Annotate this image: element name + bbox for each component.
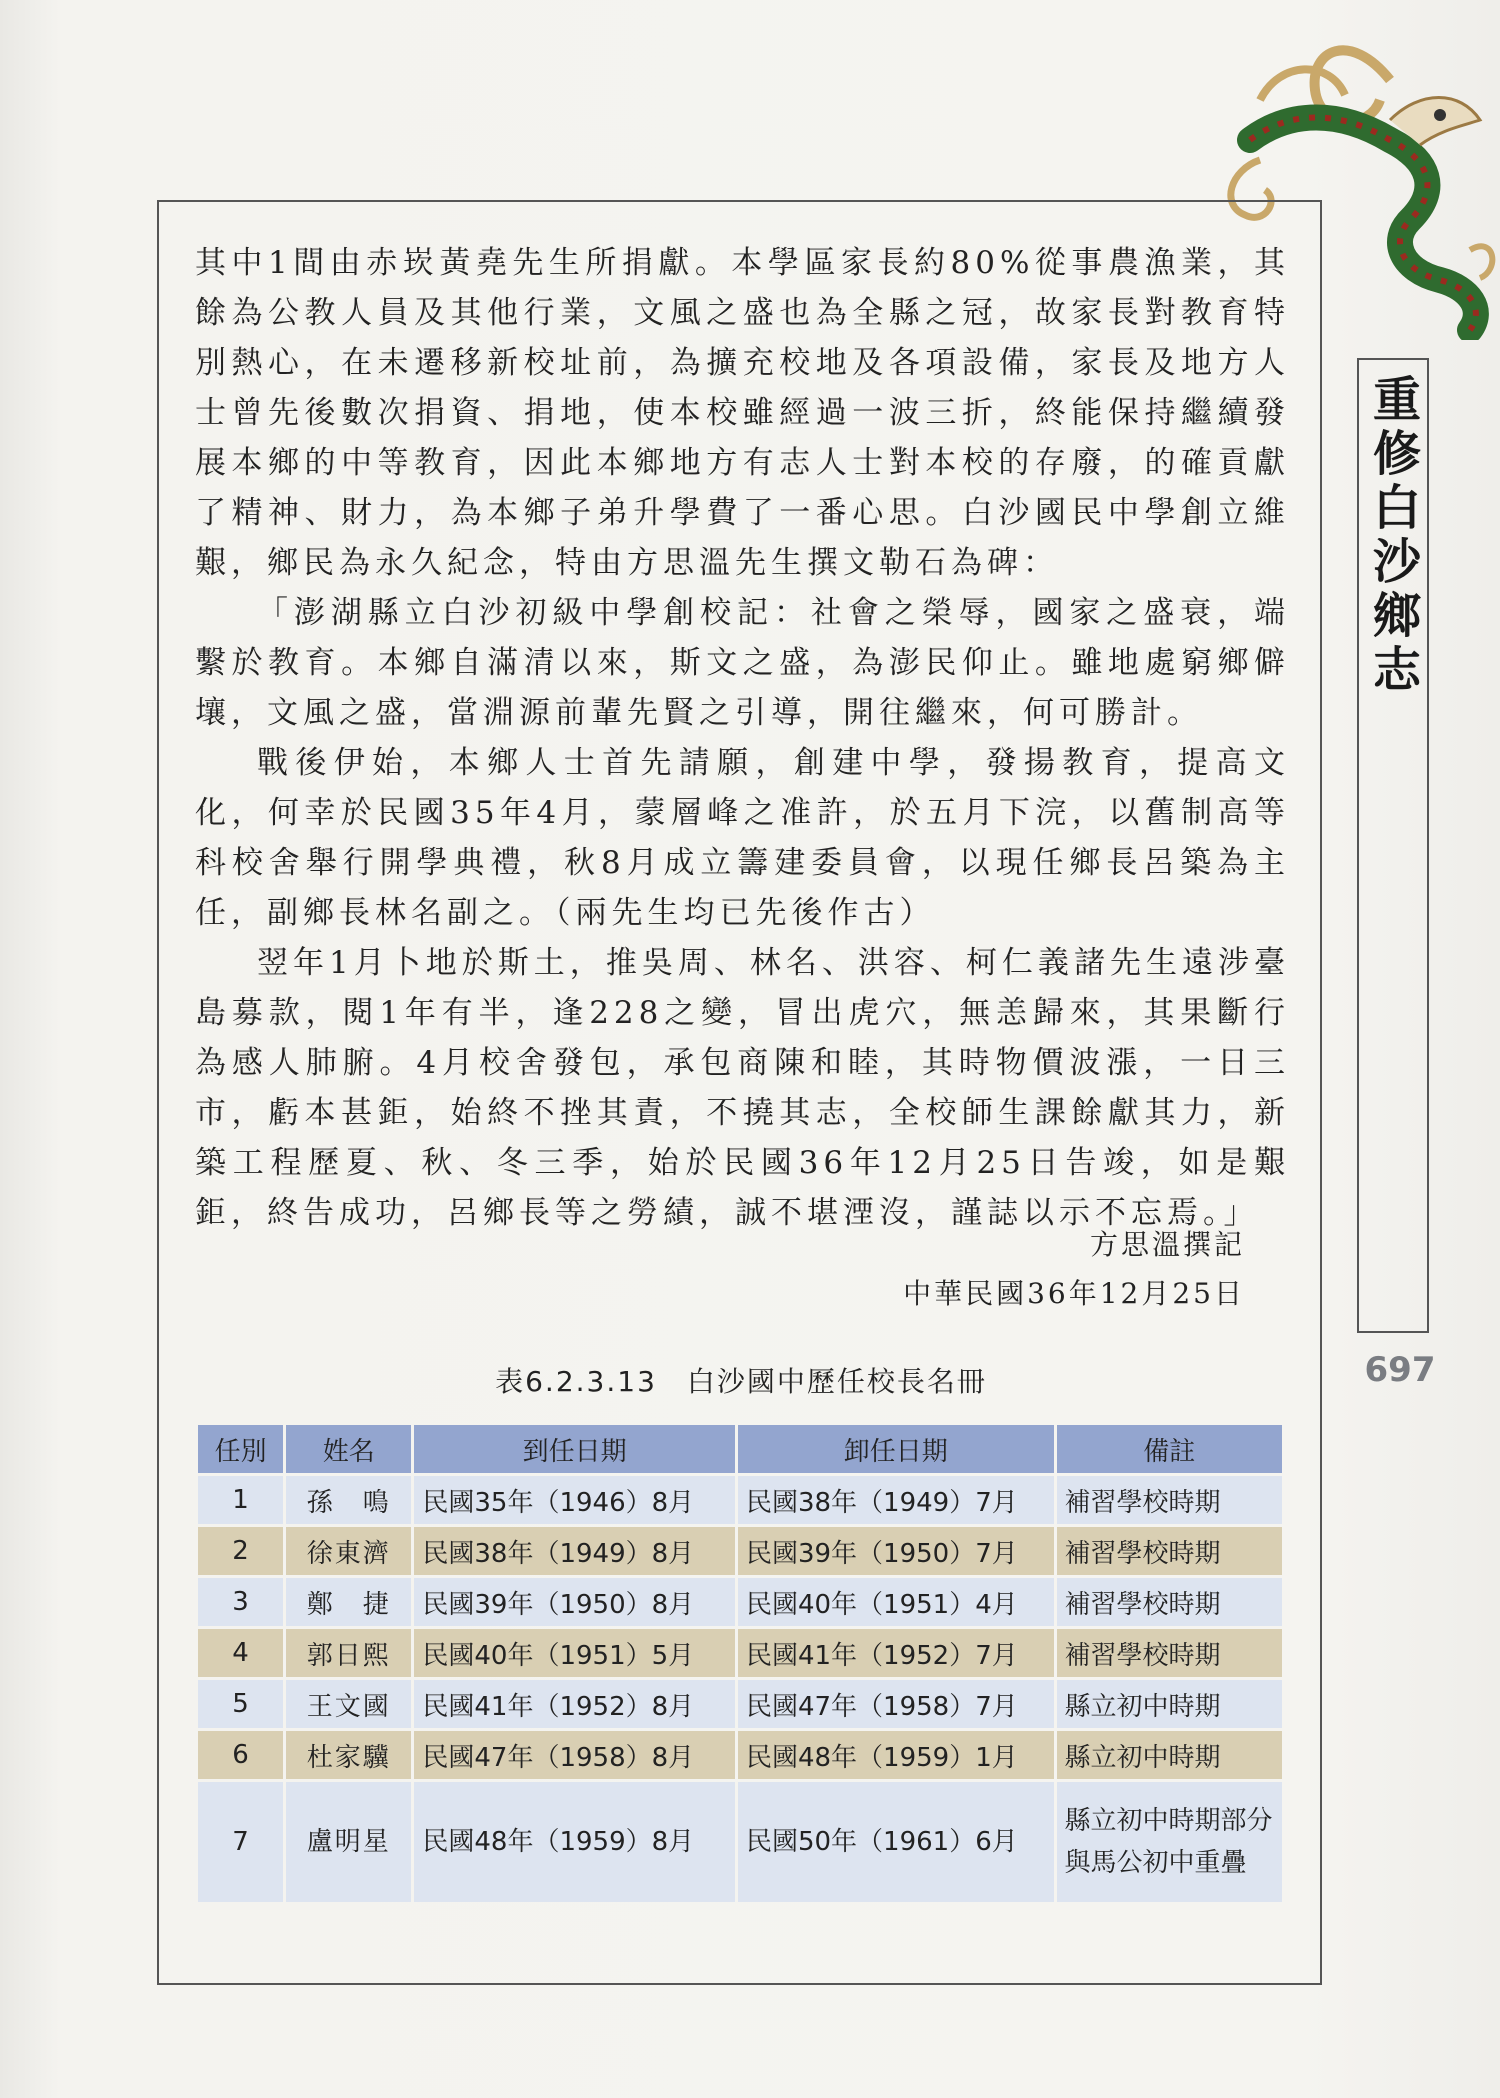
table-caption: 表6.2.3.13 白沙國中歷任校長名冊 <box>495 1365 987 1398</box>
cell-start: 民國40年（1951）5月 <box>414 1629 735 1677</box>
cell-remarks: 補習學校時期 <box>1057 1476 1282 1524</box>
cell-remarks: 補習學校時期 <box>1057 1629 1282 1677</box>
signature-date: 中華民國36年12月25日 <box>903 1277 1245 1310</box>
cell-name: 杜家驥 <box>286 1731 411 1779</box>
cell-start: 民國48年（1959）8月 <box>414 1782 735 1902</box>
cell-end: 民國38年（1949）7月 <box>738 1476 1054 1524</box>
cell-remarks: 縣立初中時期 <box>1057 1680 1282 1728</box>
cell-start: 民國41年（1952）8月 <box>414 1680 735 1728</box>
header-name: 姓名 <box>286 1425 411 1473</box>
cell-end: 民國40年（1951）4月 <box>738 1578 1054 1626</box>
cell-start: 民國47年（1958）8月 <box>414 1731 735 1779</box>
cell-end: 民國50年（1961）6月 <box>738 1782 1054 1902</box>
header-start-date: 到任日期 <box>414 1425 735 1473</box>
cell-remarks: 補習學校時期 <box>1057 1578 1282 1626</box>
cell-name: 郭日熙 <box>286 1629 411 1677</box>
cell-term: 2 <box>198 1527 283 1575</box>
cell-remarks: 縣立初中時期部分與馬公初中重疊 <box>1057 1782 1282 1902</box>
header-remarks: 備註 <box>1057 1425 1282 1473</box>
cell-end: 民國48年（1959）1月 <box>738 1731 1054 1779</box>
cell-start: 民國39年（1950）8月 <box>414 1578 735 1626</box>
table-row <box>198 1629 1282 1677</box>
page-number: 697 <box>1364 1350 1436 1390</box>
cell-term: 6 <box>198 1731 283 1779</box>
signature-author: 方思溫撰記 <box>1089 1228 1245 1261</box>
header-end-date: 卸任日期 <box>738 1425 1054 1473</box>
table-row <box>198 1578 1282 1626</box>
cell-name: 徐東濟 <box>286 1527 411 1575</box>
paragraph-2: 「澎湖縣立白沙初級中學創校記：社會之榮辱，國家之盛衰，端繫於教育。本鄉自滿清以來，斯文之盛，為澎民仰止。雖地處窮鄉僻壤，文風之盛，當淵源前輩先賢之引導，開往繼來，何可勝計。 <box>195 595 1290 731</box>
cell-term: 7 <box>198 1782 283 1902</box>
cell-term: 1 <box>198 1476 283 1524</box>
cell-start: 民國35年（1946）8月 <box>414 1476 735 1524</box>
cell-remarks: 縣立初中時期 <box>1057 1731 1282 1779</box>
cell-name: 盧明星 <box>286 1782 411 1902</box>
main-text <box>195 238 1290 1238</box>
table-row <box>198 1731 1282 1779</box>
book-title: 重修白沙鄉志 <box>1364 374 1421 698</box>
side-title-box <box>1357 358 1429 1333</box>
table-row <box>198 1476 1282 1524</box>
cell-end: 民國39年（1950）7月 <box>738 1527 1054 1575</box>
cell-start: 民國38年（1949）8月 <box>414 1527 735 1575</box>
table-header-row <box>198 1425 1282 1473</box>
table-row <box>198 1527 1282 1575</box>
cell-term: 3 <box>198 1578 283 1626</box>
cell-term: 5 <box>198 1680 283 1728</box>
cell-name: 王文國 <box>286 1680 411 1728</box>
cell-name: 孫 鳴 <box>286 1476 411 1524</box>
cell-name: 鄭 捷 <box>286 1578 411 1626</box>
principals-table <box>195 1422 1285 1905</box>
paragraph-3: 戰後伊始，本鄉人士首先請願，創建中學，發揚教育，提高文化，何幸於民國35年4月，蒙層峰之准許，於五月下浣，以舊制高等科校舍舉行開學典禮，秋8月成立籌建委員會，以現任鄉長呂築為主任，副鄉長林名副之。（兩先生均已先後作古） <box>195 745 1290 931</box>
cell-end: 民國47年（1958）7月 <box>738 1680 1054 1728</box>
table-row <box>198 1782 1282 1902</box>
table-row <box>198 1680 1282 1728</box>
cell-remarks: 補習學校時期 <box>1057 1527 1282 1575</box>
paragraph-1: 其中1間由赤崁黃堯先生所捐獻。本學區家長約80%從事農漁業，其餘為公教人員及其他行業，文風之盛也為全縣之冠，故家長對教育特別熱心，在未遷移新校址前，為擴充校地及各項設備，家長及地方人士曾先後數次捐資、捐地，使本校雖經過一波三折，終能保持繼續發展本鄉的中等教育，因此本鄉地方有志人士對本校的存廢，的確貢獻了精神、財力，為本鄉子弟升學費了一番心思。白沙國民中學創立維艱，鄉民為永久紀念，特由方思溫先生撰文勒石為碑： <box>195 245 1290 581</box>
paragraph-4: 翌年1月卜地於斯土，推吳周、林名、洪容、柯仁義諸先生遠涉臺島募款，閱1年有半，逢228之變，冒出虎穴，無恙歸來，其果斷行為感人肺腑。4月校舍發包，承包商陳和睦，其時物價波漲，一日三市，虧本甚鉅，始終不挫其責，不撓其志，全校師生課餘獻其力，新築工程歷夏、秋、冬三季，始於民國36年12月25日告竣，如是艱鉅，終告成功，呂鄉長等之勞績，誠不堪湮沒，謹誌以示不忘焉。」 <box>195 945 1290 1231</box>
cell-term: 4 <box>198 1629 283 1677</box>
cell-end: 民國41年（1952）7月 <box>738 1629 1054 1677</box>
header-term: 任別 <box>198 1425 283 1473</box>
